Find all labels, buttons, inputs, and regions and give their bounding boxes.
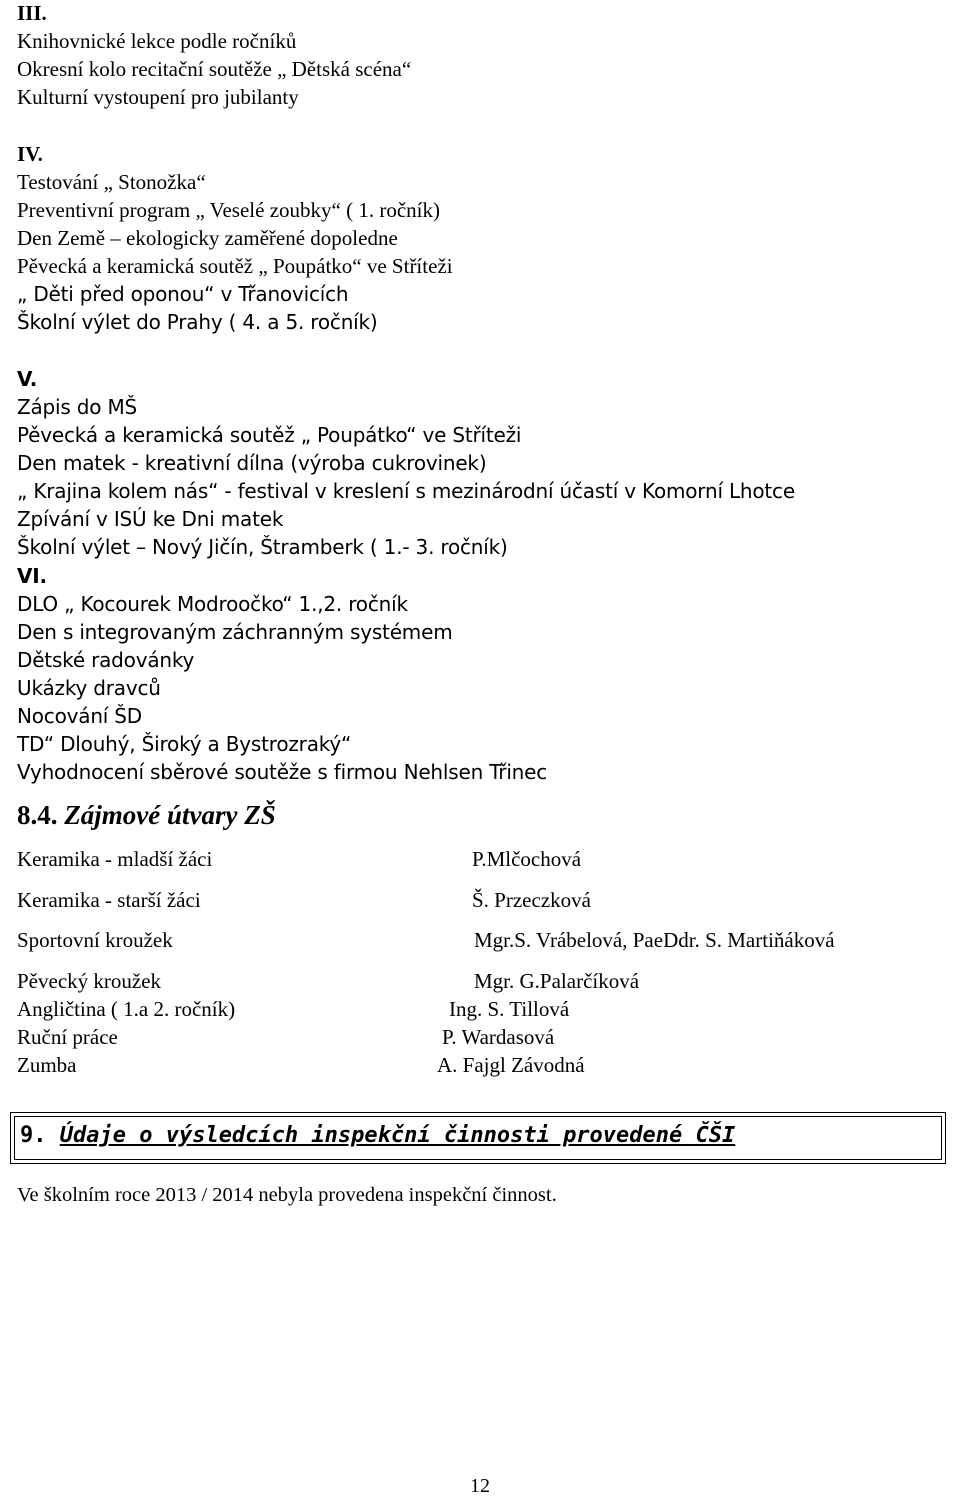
list-item: DLO „ Kocourek Modroočko“ 1.,2. ročník	[17, 592, 408, 616]
section-5-heading: V.	[17, 367, 38, 391]
section-title: Údaje o výsledcích inspekční činnosti provedené ČŠI	[59, 1123, 736, 1148]
activity-name: Keramika - starší žáci	[17, 888, 201, 912]
section-number: 9.	[20, 1123, 47, 1148]
list-item: Dětské radovánky	[17, 648, 195, 672]
activity-name: Ruční práce	[17, 1025, 118, 1049]
page-number: 12	[470, 1475, 490, 1497]
list-item: „ Děti před oponou“ v Třanovicích	[17, 282, 349, 306]
list-item: Den Země – ekologicky zaměřené dopoledne	[17, 226, 398, 250]
list-item: Školní výlet – Nový Jičín, Štramberk ( 1.- 3. ročník)	[17, 535, 508, 559]
list-item: Zpívání v ISÚ ke Dni matek	[17, 507, 284, 531]
list-item: Nocování ŠD	[17, 704, 143, 728]
activity-leader: Š. Przeczková	[472, 888, 591, 912]
section-3-heading: III.	[17, 1, 47, 25]
section-8-4-heading	[17, 800, 276, 831]
activity-leader: P. Wardasová	[442, 1025, 555, 1049]
section-9-text: Ve školním roce 2013 / 2014 nebyla provedena inspekční činnost.	[17, 1184, 557, 1206]
section-number: 8.4.	[17, 800, 58, 830]
list-item: Pěvecká a keramická soutěž „ Poupátko“ ve Stříteži	[17, 254, 453, 278]
list-item: TD“ Dlouhý, Široký a Bystrozraký“	[17, 732, 352, 756]
activity-leader: A. Fajgl Závodná	[437, 1053, 585, 1077]
activity-name: Angličtina ( 1.a 2. ročník)	[17, 997, 236, 1021]
list-item: Knihovnické lekce podle ročníků	[17, 29, 297, 53]
list-item: Den matek - kreativní dílna (výroba cukrovinek)	[17, 451, 487, 475]
list-item: Zápis do MŠ	[17, 395, 138, 419]
list-item: Pěvecká a keramická soutěž „ Poupátko“ ve Stříteži	[17, 423, 522, 447]
activity-name: Zumba	[17, 1053, 77, 1077]
list-item: Preventivní program „ Veselé zoubky“ ( 1. ročník)	[17, 198, 440, 222]
activity-name: Keramika - mladší žáci	[17, 847, 213, 871]
section-9-heading	[20, 1123, 735, 1148]
activity-leader: Mgr. G.Palarčíková	[474, 969, 640, 993]
list-item: Ukázky dravců	[17, 676, 161, 700]
list-item: Okresní kolo recitační soutěže „ Dětská scéna“	[17, 57, 412, 81]
section-title: Zájmové útvary ZŠ	[64, 800, 276, 830]
list-item: „ Krajina kolem nás“ - festival v kreslení s mezinárodní účastí v Komorní Lhotce	[17, 479, 795, 503]
activity-name: Sportovní kroužek	[17, 928, 173, 952]
activity-leader: Ing. S. Tillová	[449, 997, 570, 1021]
section-4-heading: IV.	[17, 142, 43, 166]
list-item: Kulturní vystoupení pro jubilanty	[17, 85, 299, 109]
section-6-heading: VI.	[17, 564, 47, 588]
list-item: Vyhodnocení sběrové soutěže s firmou Nehlsen Třinec	[17, 760, 548, 784]
list-item: Testování „ Stonožka“	[17, 170, 206, 194]
list-item: Školní výlet do Prahy ( 4. a 5. ročník)	[17, 310, 378, 334]
activity-name: Pěvecký kroužek	[17, 969, 162, 993]
activity-leader: P.Mlčochová	[472, 847, 582, 871]
list-item: Den s integrovaným záchranným systémem	[17, 620, 453, 644]
activity-leader: Mgr.S. Vrábelová, PaeDdr. S. Martiňáková	[474, 928, 835, 952]
